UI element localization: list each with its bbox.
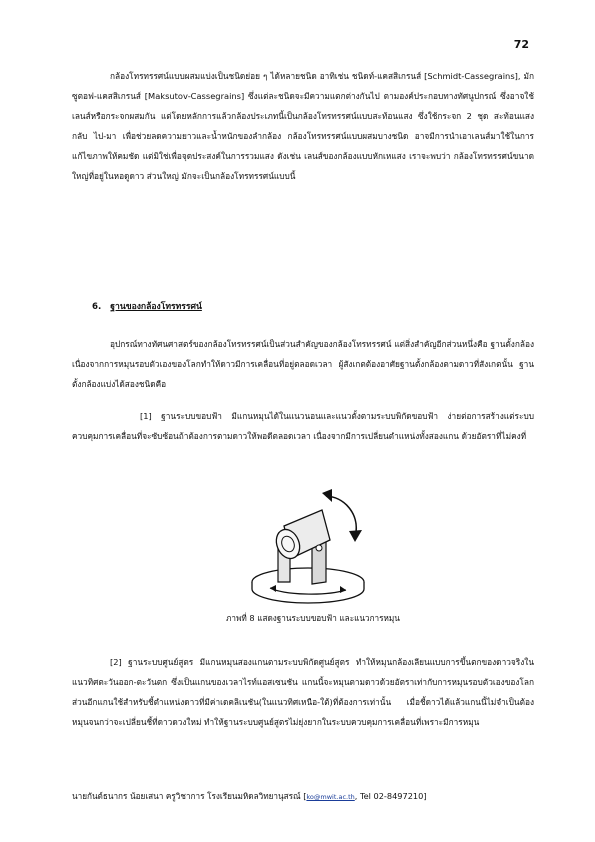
footer: [72, 790, 427, 803]
section-number: 6.: [92, 302, 102, 312]
paragraph-equatorial-mount: [2] ฐานระบบศูนย์สูตร มีแกนหมุนสองแกนตามระบบพิกัดศูนย์สูตร ทำให้หมุนกล้องเลียนแบบการขึ้นตกของดาวจริงในแนวทิศตะวันออก-ตะวันตก ซึ่งเป็นแกนของเวลาไรท์แอสเซนชัน แกนนี้จะหมุนตามดาวด้วยอัตราเท่ากับการหมุนรอบตัวเองของโลก ส่วนอีกแกนใช้สำหรับชี้ตำแหน่งดาวที่มีค่าเดคลิเนชัน(ในแนวทิศเหนือ-ใต้)ที่ต้องการเท่านั้น เมื่อชี้ดาวได้แล้วแกนนี้ไม่จำเป็นต้องหมุนจนกว่าจะเปลี่ยนชี้ที่ดาวดวงใหม่ ทำให้ฐานระบบศูนย์สูตรไม่ยุ่งยากในระบบควบคุมการเคลื่อนที่เพราะมีการหมุน: [72, 657, 534, 727]
page-number: 72: [513, 38, 529, 51]
footer-email-link[interactable]: ko@mwit.ac.th: [306, 793, 355, 801]
section-title: ฐานของกล้องโทรทรรศน์: [110, 302, 202, 312]
paragraph-altazimuth-mount: [1] ฐานระบบขอบฟ้า มีแกนหมุนได้ในแนวนอนและแนวตั้งตามระบบพิกัดขอบฟ้า ง่ายต่อการสร้างแต่ระบบควบคุมการเคลื่อนที่จะซับซ้อนถ้าต้องการตามดาวให้พอดีตลอดเวลา เนื่องจากมีการเปลี่ยนตำแหน่งทั้งสองแกน ด้วยอัตราที่ไม่คงที่: [72, 411, 534, 441]
altazimuth-mount-figure: [248, 486, 388, 608]
paragraph-compound-telescopes: กล้องโทรทรรศน์แบบผสมแบ่งเป็นชนิดย่อย ๆ ได้หลายชนิด อาทิเช่น ชนิดท์-แคสสิเกรนส์ [Schmidt-Cassegrains], มักซูตอฟ-แคสสิเกรนส์ [Maksutov-Cassegrains] ซึ่งแต่ละชนิดจะมีความแตกต่างกันไป ตามองค์ประกอบทางทัศนูปกรณ์ ซึ่งอาจใช้เลนส์หรือกระจกผสมกัน แต่โดยหลักการแล้วกล้องประเภทนี้เป็นกล้องโทรทรรศน์แบบสะท้อนแสง ซึ่งใช้กระจก 2 ชุด สะท้อนแสงกลับ ไป-มา เพื่อช่วยลดความยาวและน้ำหนักของลำกล้อง กล้องโทรทรรศน์แบบผสมบางชนิด อาจมีการนำเอาเลนส์มาใช้ในการแก้ไขภาพให้คมชัด แต่มิใช่เพื่อจุดประสงค์ในการรวมแสง ดังเช่น เลนส์ของกล้องแบบหักเหแสง เราจะพบว่า กล้องโทรทรรศน์ขนาดใหญ่ที่อยู่ในหอดูดาว ส่วนใหญ่ มักจะเป็นกล้องโทรทรรศน์แบบนี้: [72, 71, 534, 181]
paragraph-telescope-mounts: อุปกรณ์ทางทัศนศาสตร์ของกล้องโทรทรรศน์เป็นส่วนสำคัญของกล้องโทรทรรศน์ แต่สิ่งสำคัญอีกส่วนหนึ่งคือ ฐานตั้งกล้อง เนื่องจากการหมุนรอบตัวเองของโลกทำให้ดาวมีการเคลื่อนที่อยู่ตลอดเวลา ผู้สังเกตต้องอาศัยฐานตั้งกล้องตามดาวที่สังเกตนั้น ฐานตั้งกล้องแบ่งได้สองชนิดคือ: [72, 339, 534, 389]
section-heading: [92, 299, 202, 313]
footer-author: นายกันต์ธนากร น้อยเสนา ครูวิชาการ โรงเรียนมหิดลวิทยานุสรณ์ [: [72, 791, 307, 801]
footer-phone: , Tel 02-8497210]: [354, 791, 427, 801]
figure-caption: ภาพที่ 8 แสดงฐานระบบขอบฟ้า และแนวการหมุน: [226, 613, 400, 623]
